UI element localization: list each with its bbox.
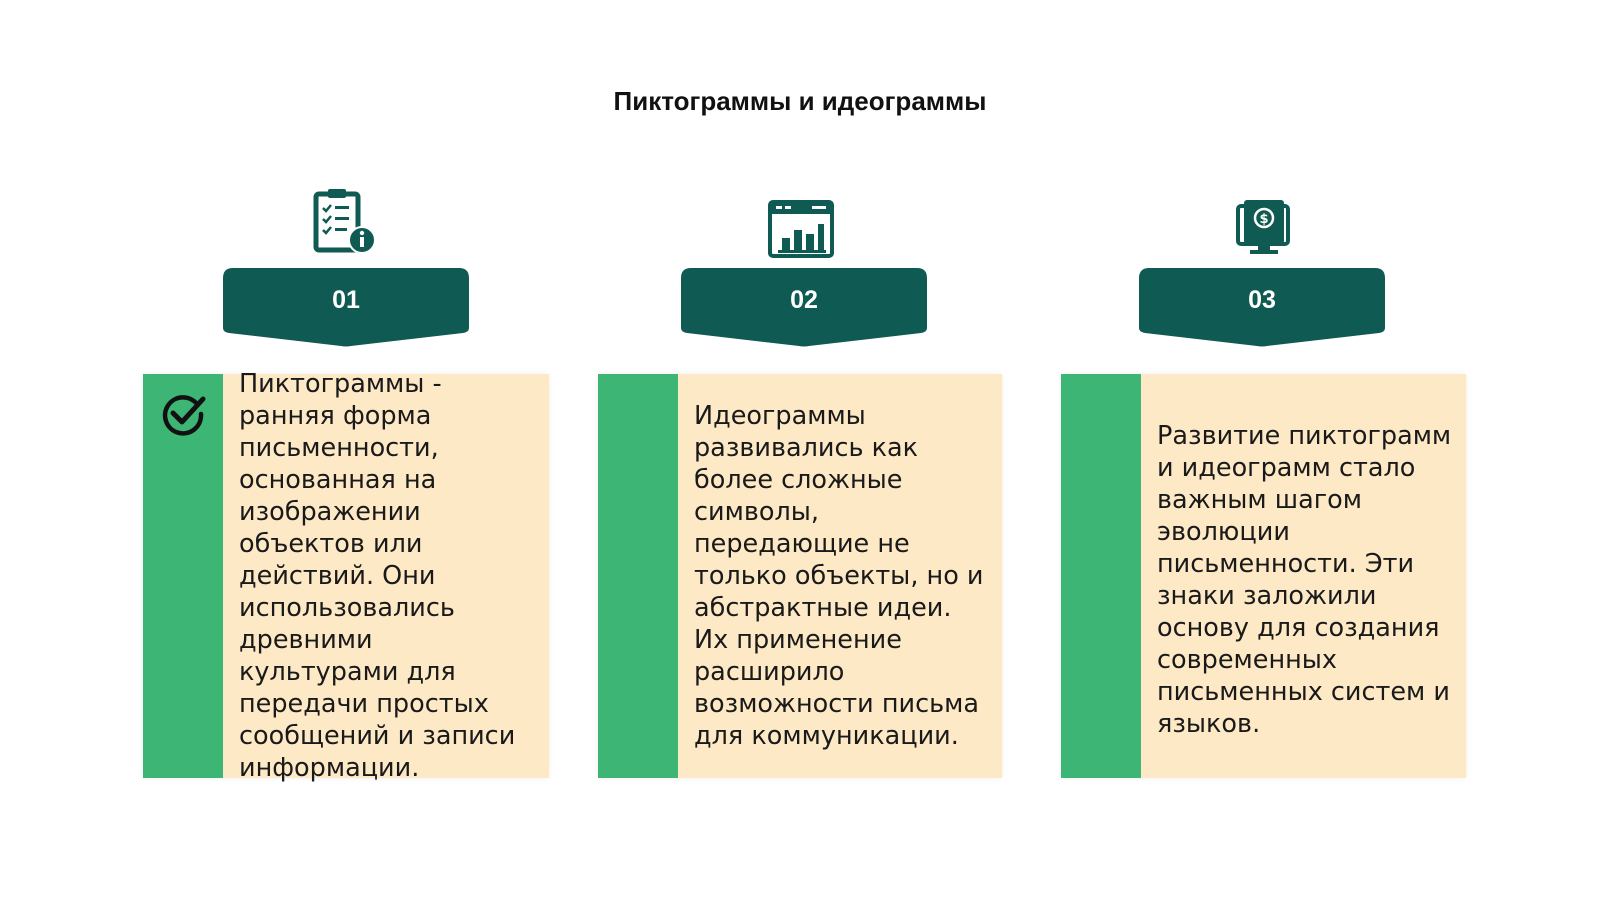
step-badge-02 [681,268,927,348]
card-text: Развитие пиктограмм и идеограмм стало важным шагом эволюции письменности. Эти знаки заложили основу для создания современных письменных систем и языков. [1157,421,1452,739]
page-title: Пиктограммы и идеограммы [613,86,987,116]
bar-chart-window-icon [768,200,834,258]
check-circle-icon [161,392,207,441]
step-number: 03 [1248,286,1276,314]
svg-text:$: $ [1259,212,1269,227]
accent-bar [1061,374,1141,778]
dollar-monitor-icon [1236,198,1290,258]
card-01 [143,369,549,783]
card-03 [1061,374,1466,778]
step-number: 01 [332,286,360,314]
card-text: Идеограммы развивались как более сложные символы, передающие не только объекты, но и абстрактные идеи. Их применение расширило возможности письма для коммуникации. [694,401,984,751]
clipboard-info-icon [312,188,378,256]
step-badge-03 [1139,268,1385,348]
step-number: 02 [790,286,818,314]
card-text: Пиктограммы - ранняя форма письменности, основанная на изображении объектов или действий. Они использовались древними культурами для передачи простых сообщений и записи информации. [239,369,516,783]
step-badge-01 [223,268,469,348]
accent-bar [598,374,678,778]
card-02 [598,374,1002,778]
